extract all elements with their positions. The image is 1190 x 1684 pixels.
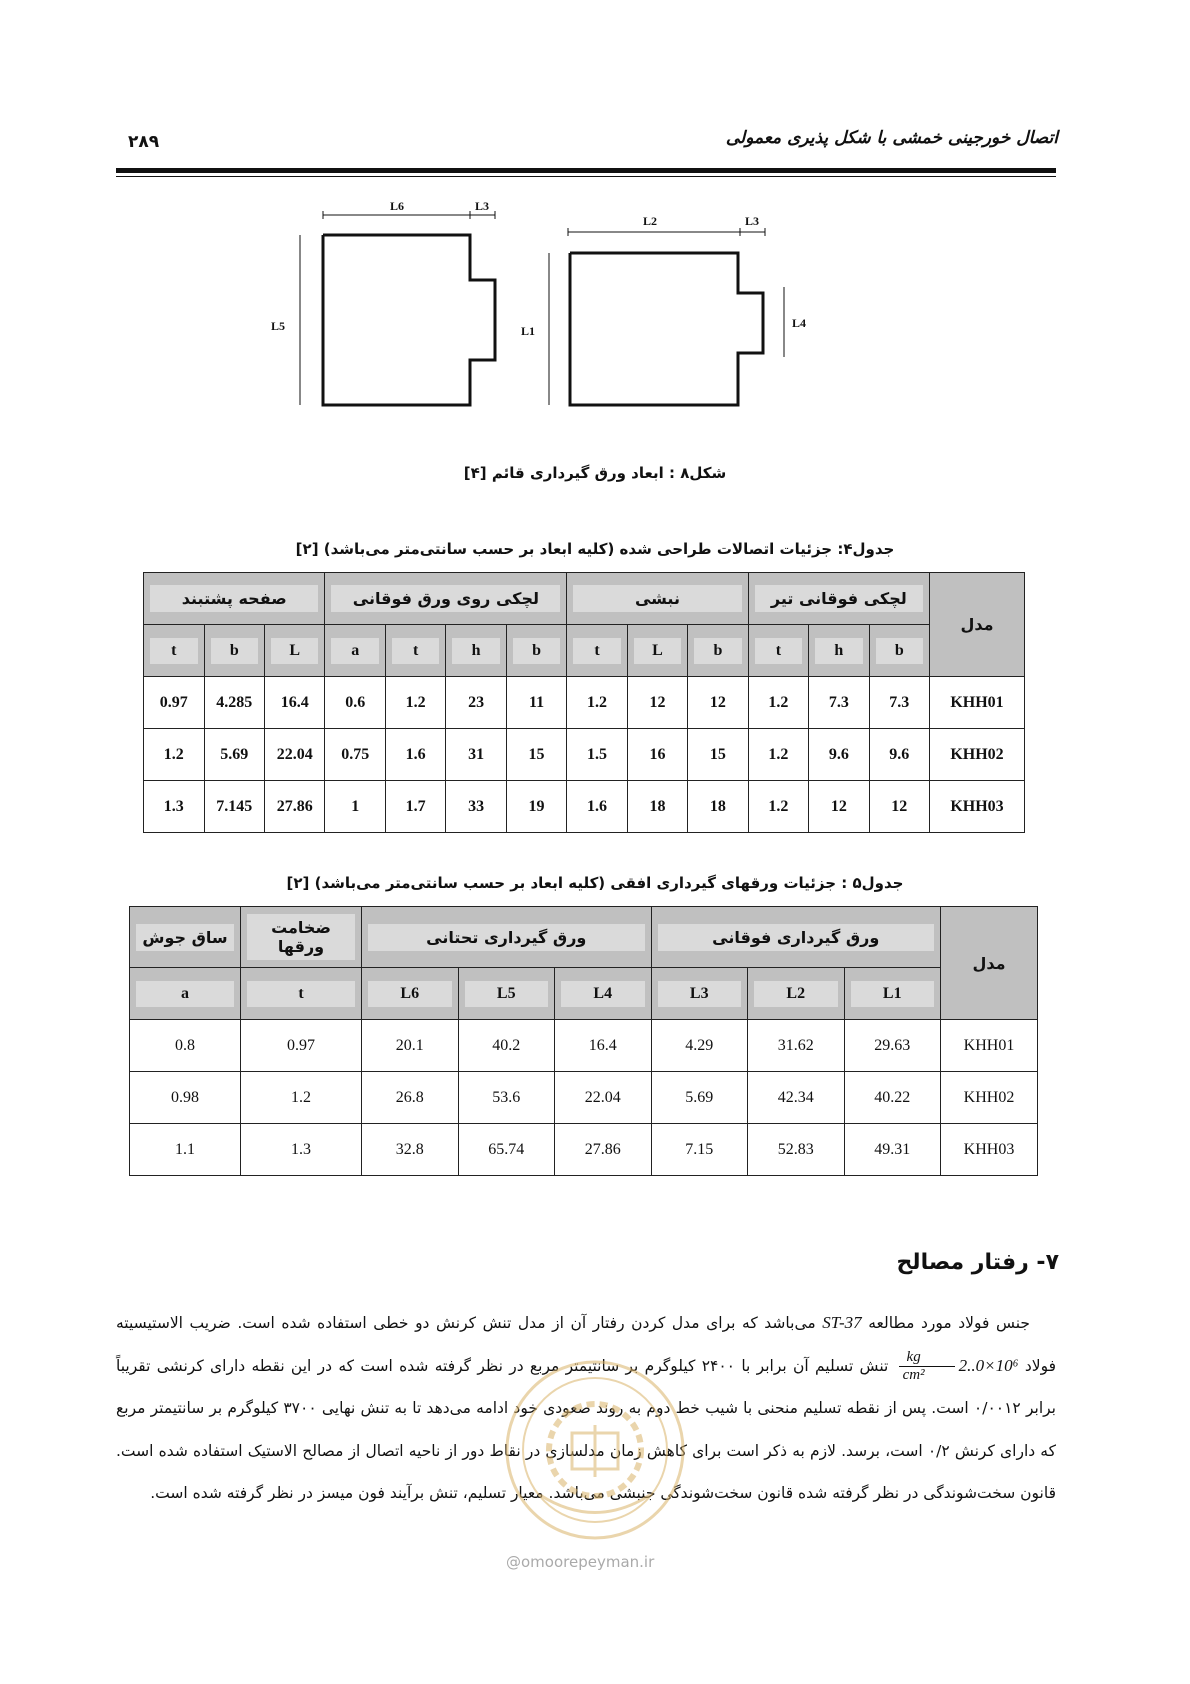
table4-value-cell: 18 bbox=[688, 781, 748, 833]
header-rule-thin bbox=[116, 176, 1056, 177]
table5-value-cell: 53.6 bbox=[458, 1072, 555, 1124]
table4-value-cell: 1.2 bbox=[748, 781, 808, 833]
table5-col-header: L4 bbox=[555, 968, 652, 1020]
table5-value-cell: 7.15 bbox=[651, 1124, 748, 1176]
table5-row bbox=[130, 1020, 1038, 1072]
table4-value-cell: 18 bbox=[627, 781, 687, 833]
table5-value-cell: 0.98 bbox=[130, 1072, 241, 1124]
table4-value-cell: 1.3 bbox=[144, 781, 205, 833]
table4-value-cell: 12 bbox=[869, 781, 929, 833]
table4-col-header: t bbox=[385, 625, 445, 677]
table5-model-cell: KHH02 bbox=[941, 1072, 1038, 1124]
table4-value-cell: 23 bbox=[446, 677, 506, 729]
table5-col-header: a bbox=[130, 968, 241, 1020]
unit-fraction: $\frac{kg}{\text{cm²}}$ bbox=[899, 1349, 955, 1384]
elastic-modulus: 2..0×10⁶ bbox=[958, 1355, 1019, 1375]
table4-model-cell: KHH03 bbox=[930, 781, 1025, 833]
table5-value-cell: 0.97 bbox=[241, 1020, 362, 1072]
table5-value-cell: 4.29 bbox=[651, 1020, 748, 1072]
label-l1: L1 bbox=[521, 324, 536, 338]
table4-model-cell: KHH01 bbox=[930, 677, 1025, 729]
table5-group-header: ورق گیرداری فوقانی bbox=[651, 907, 941, 968]
table4-group-header: صفحه پشتبند bbox=[144, 573, 325, 625]
table4-value-cell: 7.3 bbox=[869, 677, 929, 729]
table4-col-header: L bbox=[627, 625, 687, 677]
table5-value-cell: 29.63 bbox=[844, 1020, 941, 1072]
table5-value-cell: 65.74 bbox=[458, 1124, 555, 1176]
table4-group-header: نبشی bbox=[567, 573, 748, 625]
plate-dimension-diagram bbox=[271, 199, 845, 420]
table4-value-cell: 1.6 bbox=[385, 729, 445, 781]
table4-group-header: لچکی فوقانی تیر bbox=[748, 573, 929, 625]
table4-value-cell: 5.69 bbox=[204, 729, 264, 781]
table5-col-header: t bbox=[241, 968, 362, 1020]
table5-model-cell: KHH03 bbox=[941, 1124, 1038, 1176]
table5-value-cell: 49.31 bbox=[844, 1124, 941, 1176]
table5-value-cell: 0.8 bbox=[130, 1020, 241, 1072]
table4-value-cell: 11 bbox=[506, 677, 566, 729]
running-title: اتصال خورجینی خمشی با شکل پذیری معمولی bbox=[725, 128, 1058, 148]
table5-row bbox=[130, 1124, 1038, 1176]
table5-col-header: L5 bbox=[458, 968, 555, 1020]
table4-col-header: t bbox=[567, 625, 627, 677]
table4-value-cell: 15 bbox=[506, 729, 566, 781]
table4-value-cell: 1.6 bbox=[567, 781, 627, 833]
figure-8 bbox=[271, 199, 845, 424]
table4-model-header: مدل bbox=[930, 573, 1025, 677]
table4-value-cell: 16 bbox=[627, 729, 687, 781]
table4-col-header: h bbox=[809, 625, 869, 677]
table5-row bbox=[130, 1072, 1038, 1124]
table4-value-cell: 1.2 bbox=[144, 729, 205, 781]
table5-value-cell: 40.22 bbox=[844, 1072, 941, 1124]
table4-row bbox=[144, 781, 1025, 833]
table4-col-header: t bbox=[144, 625, 205, 677]
paragraph: جنس فولاد مورد مطالعه ST-37 می‌باشد که برای مدل کردن رفتار آن از مدل تنش کرنش دو خطی استفاده شده است. ضریب الاستیسیته فولاد 2..0×10⁶ $\frac{kg}{\text{cm²}}$ تنش تسلیم آن برابر با ۲۴۰۰ کیلوگرم بر سانتیمتر مربع در نظر گرفته شده است که در این نقطه دارای کرنشی تقریباً برابر ۰/۰۰۱۲ است. پس از نقطه تسلیم منحنی با شیب خط دوم به روند صعودی خود ادامه می‌دهد تا به تنش نهایی ۳۷۰۰ کیلوگرم بر سانتیمتر مربع که دارای کرنش ۰/۲ است، برسد. لازم به ذکر است برای کاهش زمان مدلسازی در نقاط دور از ناحیه اتصال از مصالح الاستیک استفاده شده است. قانون سخت‌شوندگی در نظر گرفته شده قانون سخت‌شوندگی جنبشی می‌باشد. معیار تسلیم، تنش برآیند فون میسز در نظر گرفته شده است. bbox=[116, 1313, 1056, 1502]
table4-value-cell: 7.3 bbox=[809, 677, 869, 729]
table5-col-header: L3 bbox=[651, 968, 748, 1020]
table5-value-cell: 26.8 bbox=[362, 1072, 459, 1124]
table5-value-cell: 52.83 bbox=[748, 1124, 845, 1176]
table4-value-cell: 31 bbox=[446, 729, 506, 781]
header-rule-thick bbox=[116, 168, 1056, 173]
table5-value-cell: 1.1 bbox=[130, 1124, 241, 1176]
table5-model-cell: KHH01 bbox=[941, 1020, 1038, 1072]
table5 bbox=[129, 906, 1038, 1176]
watermark-seal bbox=[500, 1355, 690, 1549]
table4-col-header: b bbox=[506, 625, 566, 677]
table5-value-cell: 1.2 bbox=[241, 1072, 362, 1124]
figure-caption: شکل۸ : ابعاد ورق گیرداری قائم [۴] bbox=[463, 464, 727, 482]
table4-col-header: t bbox=[748, 625, 808, 677]
label-l3-right: L3 bbox=[745, 214, 760, 228]
label-l6: L6 bbox=[390, 199, 405, 213]
label-l4: L4 bbox=[792, 316, 807, 330]
table4-col-header: b bbox=[204, 625, 264, 677]
table5-value-cell: 20.1 bbox=[362, 1020, 459, 1072]
table4-value-cell: 1.7 bbox=[385, 781, 445, 833]
table5-value-cell: 42.34 bbox=[748, 1072, 845, 1124]
table4-value-cell: 22.04 bbox=[265, 729, 325, 781]
table4-value-cell: 9.6 bbox=[809, 729, 869, 781]
table5-value-cell: 16.4 bbox=[555, 1020, 652, 1072]
table4-value-cell: 1.2 bbox=[567, 677, 627, 729]
left-plate-outline bbox=[323, 235, 495, 405]
table4-group-header: لچکی روی ورق فوقانی bbox=[325, 573, 567, 625]
table4-value-cell: 4.285 bbox=[204, 677, 264, 729]
table4-value-cell: 7.145 bbox=[204, 781, 264, 833]
table5-value-cell: 32.8 bbox=[362, 1124, 459, 1176]
table4-model-cell: KHH02 bbox=[930, 729, 1025, 781]
table4-value-cell: 12 bbox=[627, 677, 687, 729]
label-l5: L5 bbox=[271, 319, 286, 333]
table5-col-header: L2 bbox=[748, 968, 845, 1020]
table5-value-cell: 27.86 bbox=[555, 1124, 652, 1176]
label-l3-left: L3 bbox=[475, 199, 490, 213]
table4 bbox=[143, 572, 1025, 833]
table5-value-cell: 5.69 bbox=[651, 1072, 748, 1124]
table4-value-cell: 33 bbox=[446, 781, 506, 833]
table5-caption: جدول۵ : جزئیات ورقهای گیرداری افقی (کلیه ابعاد بر حسب سانتی‌متر می‌باشد) [۲] bbox=[286, 874, 904, 892]
table4-value-cell: 1 bbox=[325, 781, 385, 833]
table4-col-header: b bbox=[688, 625, 748, 677]
table4-value-cell: 0.97 bbox=[144, 677, 205, 729]
table5-col-header: L1 bbox=[844, 968, 941, 1020]
table4-value-cell: 12 bbox=[688, 677, 748, 729]
table5-group-header: ورق گیرداری تحتانی bbox=[362, 907, 652, 968]
right-plate-outline bbox=[570, 253, 763, 405]
table4-value-cell: 16.4 bbox=[265, 677, 325, 729]
table4-value-cell: 27.86 bbox=[265, 781, 325, 833]
table4-col-header: L bbox=[265, 625, 325, 677]
table4-value-cell: 1.2 bbox=[385, 677, 445, 729]
table4-value-cell: 1.2 bbox=[748, 677, 808, 729]
table4-value-cell: 0.75 bbox=[325, 729, 385, 781]
table4-col-header: h bbox=[446, 625, 506, 677]
page-number: ۲۸۹ bbox=[128, 132, 160, 152]
table4-value-cell: 0.6 bbox=[325, 677, 385, 729]
table5-value-cell: 31.62 bbox=[748, 1020, 845, 1072]
table4-value-cell: 19 bbox=[506, 781, 566, 833]
table4-value-cell: 9.6 bbox=[869, 729, 929, 781]
table4-caption: جدول۴: جزئیات اتصالات طراحی شده (کلیه ابعاد بر حسب سانتی‌متر می‌باشد) [۲] bbox=[295, 540, 895, 558]
table5-value-cell: 40.2 bbox=[458, 1020, 555, 1072]
table4-col-header: a bbox=[325, 625, 385, 677]
table4-value-cell: 1.5 bbox=[567, 729, 627, 781]
watermark-url: @omoorepeyman.ir bbox=[506, 1553, 655, 1571]
table5-group-header: ساق جوش bbox=[130, 907, 241, 968]
steel-grade: ST-37 bbox=[822, 1313, 862, 1332]
table4-col-header: b bbox=[869, 625, 929, 677]
section-title: ۷- رفتار مصالح bbox=[896, 1250, 1059, 1275]
table4-row bbox=[144, 729, 1025, 781]
table4-value-cell: 12 bbox=[809, 781, 869, 833]
table4-value-cell: 1.2 bbox=[748, 729, 808, 781]
table5-model-header: مدل bbox=[941, 907, 1038, 1020]
table5-value-cell: 1.3 bbox=[241, 1124, 362, 1176]
table5-col-header: L6 bbox=[362, 968, 459, 1020]
label-l2: L2 bbox=[643, 214, 658, 228]
table5-value-cell: 22.04 bbox=[555, 1072, 652, 1124]
table4-value-cell: 15 bbox=[688, 729, 748, 781]
table5-group-header: ضخامت ورقها bbox=[241, 907, 362, 968]
table4-row bbox=[144, 677, 1025, 729]
